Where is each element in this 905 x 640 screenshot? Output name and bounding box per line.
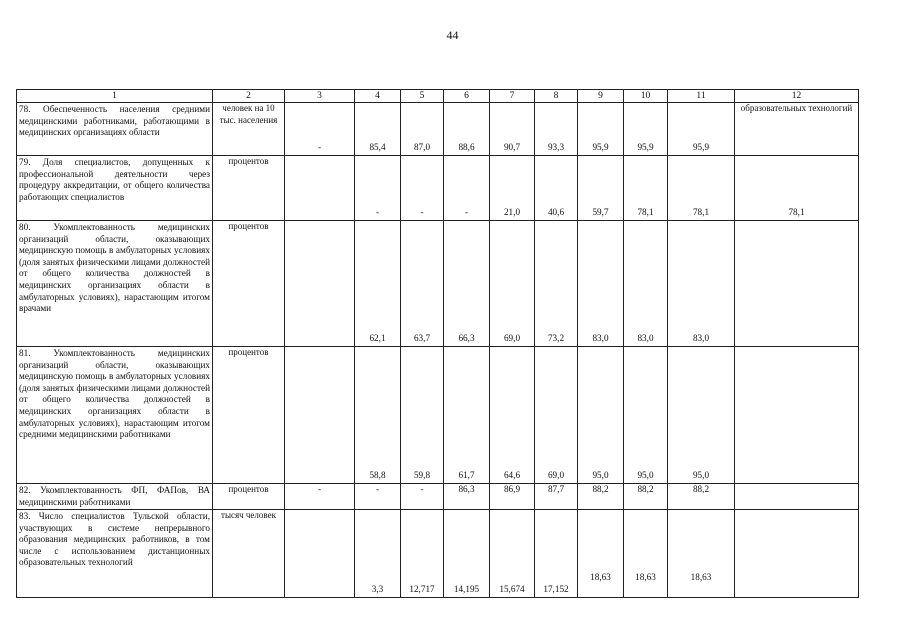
value-text: 18,63 — [690, 572, 712, 583]
value-text: 18,63 — [635, 572, 656, 583]
table-row — [17, 156, 859, 221]
header-cell-8: 8 — [535, 90, 578, 103]
value-cell — [735, 221, 859, 347]
value-cell: 85,4 — [355, 103, 401, 156]
value-cell: 83,0 — [624, 221, 668, 347]
value-cell: 59,8 — [401, 347, 444, 484]
header-cell-12: 12 — [735, 90, 859, 103]
value-cell: 66,3 — [444, 221, 490, 347]
value-cell: - — [355, 484, 401, 510]
value-cell — [735, 510, 859, 598]
value-cell: 64,6 — [490, 347, 535, 484]
value-cell: 58,8 — [355, 347, 401, 484]
value-cell: 62,1 — [355, 221, 401, 347]
unit-cell: человек на 10 тыс. населения — [213, 103, 285, 156]
indicator-name-cell — [17, 221, 213, 347]
value-cell: - — [401, 484, 444, 510]
value-cell: 3,3 — [355, 510, 401, 598]
value-cell: 95,9 — [578, 103, 624, 156]
value-cell — [735, 347, 859, 484]
value-cell: 59,7 — [578, 156, 624, 221]
value-cell: 88,2 — [624, 484, 668, 510]
unit-cell: процентов — [213, 484, 285, 510]
value-cell: 87,0 — [401, 103, 444, 156]
header-cell-6: 6 — [444, 90, 490, 103]
indicator-name: Укомплектованность медицинских организаций области, оказывающих медицинскую помощь в амбулаторных условиях (доля занятых физическими лицами должностей от общего количества должностей в медицинских организациях области в амбулаторных условиях), нарастающим итогом средними медицинскими работниками — [19, 348, 210, 440]
value-cell: - — [444, 156, 490, 221]
value-cell: 69,0 — [535, 347, 578, 484]
indicator-name-cell — [17, 484, 213, 510]
header-cell-1: 1 — [17, 90, 213, 103]
table-row — [17, 484, 859, 510]
value-cell: 17,152 — [535, 510, 578, 598]
value-cell: 88,6 — [444, 103, 490, 156]
value-cell: - — [285, 484, 355, 510]
value-cell: 73,2 — [535, 221, 578, 347]
row-number: 83. — [19, 511, 31, 521]
value-cell: 78,1 — [624, 156, 668, 221]
value-cell — [285, 347, 355, 484]
row-number: 81. — [19, 348, 31, 358]
value-cell — [624, 510, 668, 598]
value-cell — [735, 484, 859, 510]
indicator-name-cell — [17, 510, 213, 598]
indicator-name-cell — [17, 156, 213, 221]
header-cell-4: 4 — [355, 90, 401, 103]
value-cell: - — [355, 156, 401, 221]
value-cell: 63,7 — [401, 221, 444, 347]
unit-cell: тысяч человек — [213, 510, 285, 598]
value-cell: 83,0 — [668, 221, 735, 347]
indicator-table — [16, 89, 859, 598]
value-cell: - — [401, 156, 444, 221]
value-cell — [668, 510, 735, 598]
note-cell: образовательных технологий — [735, 103, 859, 156]
row-number: 78. — [19, 104, 31, 114]
value-cell: - — [285, 103, 355, 156]
row-number: 79. — [19, 157, 31, 167]
header-cell-5: 5 — [401, 90, 444, 103]
row-number: 82. — [19, 485, 31, 495]
value-cell: 87,7 — [535, 484, 578, 510]
row-number: 80. — [19, 222, 31, 232]
value-cell: 40,6 — [535, 156, 578, 221]
value-cell: 88,2 — [668, 484, 735, 510]
table-row — [17, 103, 859, 156]
header-cell-2: 2 — [213, 90, 285, 103]
value-cell: 86,9 — [490, 484, 535, 510]
table-row — [17, 510, 859, 598]
value-cell: 95,0 — [668, 347, 735, 484]
value-cell: 78,1 — [735, 156, 859, 221]
table-row — [17, 221, 859, 347]
indicator-name: Обеспеченность населения средними медицинскими работниками, работающими в медицинских организациях области — [19, 104, 210, 138]
indicator-name: Укомплектованность медицинских организаций области, оказывающих медицинскую помощь в амбулаторных условиях (доля занятых физическими лицами должностей от общего количества должностей в медицинских организациях области в амбулаторных условиях), нарастающим итогом врачами — [19, 222, 210, 314]
value-cell: 83,0 — [578, 221, 624, 347]
value-cell: 61,7 — [444, 347, 490, 484]
value-cell: 78,1 — [668, 156, 735, 221]
header-cell-7: 7 — [490, 90, 535, 103]
header-cell-11: 11 — [668, 90, 735, 103]
unit-cell: процентов — [213, 156, 285, 221]
table-row — [17, 347, 859, 484]
page-number: 44 — [446, 28, 459, 42]
indicator-name-cell — [17, 347, 213, 484]
value-cell — [285, 156, 355, 221]
value-cell: 14,195 — [444, 510, 490, 598]
value-text: 18,63 — [590, 572, 611, 583]
indicator-name-cell — [17, 103, 213, 156]
header-cell-10: 10 — [624, 90, 668, 103]
header-cell-9: 9 — [578, 90, 624, 103]
header-cell-3: 3 — [285, 90, 355, 103]
value-cell: 95,9 — [668, 103, 735, 156]
indicator-name: Доля специалистов, допущенных к профессиональной деятельности через процедуру аккредитации, от общего количества работающих специалистов — [19, 157, 211, 202]
value-cell: 12,717 — [401, 510, 444, 598]
value-cell: 21,0 — [490, 156, 535, 221]
value-cell: 69,0 — [490, 221, 535, 347]
value-cell: 15,674 — [490, 510, 535, 598]
value-cell: 86,3 — [444, 484, 490, 510]
header-row — [17, 90, 859, 103]
value-cell: 95,0 — [578, 347, 624, 484]
indicator-name: Число специалистов Тульской области, участвующих в системе непрерывного образования медицинских работников, в том числе с использованием дистанционных образовательных технологий — [19, 511, 210, 568]
value-cell: 95,0 — [624, 347, 668, 484]
unit-cell: процентов — [213, 347, 285, 484]
value-cell: 90,7 — [490, 103, 535, 156]
unit-cell: процентов — [213, 221, 285, 347]
value-cell: 88,2 — [578, 484, 624, 510]
indicator-name: Укомплектованность ФП, ФАПов, ВА медицинскими работниками — [19, 485, 211, 507]
value-cell — [285, 510, 355, 598]
value-cell — [578, 510, 624, 598]
value-cell — [285, 221, 355, 347]
value-cell: 95,9 — [624, 103, 668, 156]
value-cell: 93,3 — [535, 103, 578, 156]
